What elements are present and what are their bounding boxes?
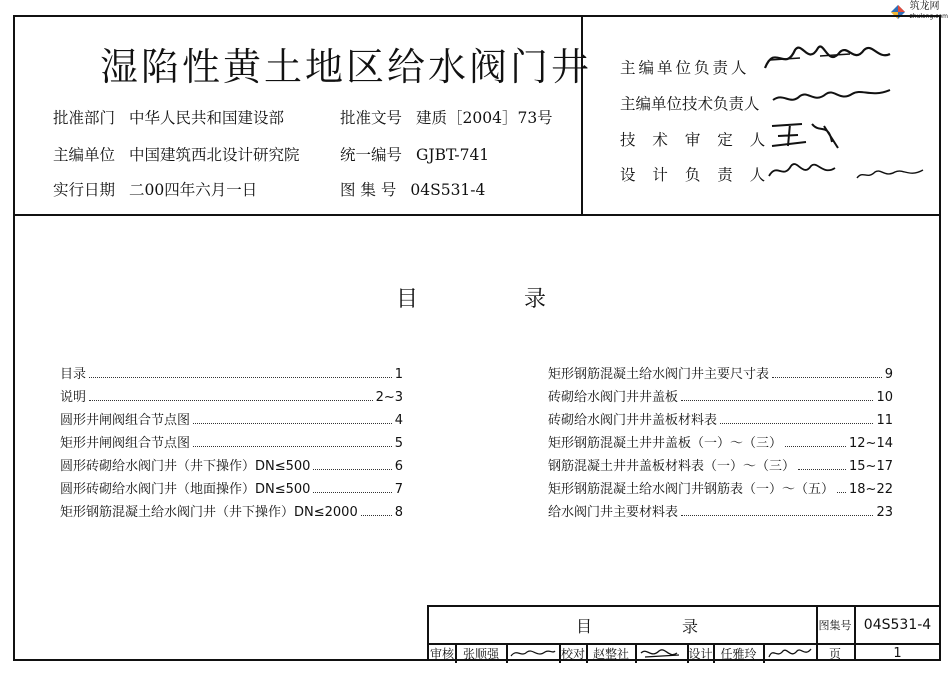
designer-signature	[767, 645, 813, 661]
meta-effective-date: 实行日期 二00四年六月一日	[53, 181, 258, 199]
title-block-title-left: 目	[575, 616, 592, 636]
atlas-no-value: 04S531-4	[863, 617, 932, 633]
signature-design-lead	[765, 156, 930, 186]
title-block	[427, 605, 941, 661]
meta-unified-no: 统一编号 GJBT-741	[340, 146, 490, 164]
signature-reviewer	[768, 118, 848, 152]
title-block-divider	[635, 643, 637, 663]
checker-name: 赵整社	[592, 646, 629, 661]
meta-approval-no: 批准文号 建质［2004］73号	[340, 109, 553, 127]
sig-role-reviewer: 技 术 审 定 人	[620, 131, 772, 149]
page-number: 1	[893, 645, 902, 661]
check-label: 校对	[560, 646, 585, 661]
toc-item[interactable]: 给水阀门井主要材料表 23	[548, 505, 893, 520]
title-block-divider	[763, 643, 765, 663]
sig-role-tech-chief: 主编单位技术负责人	[620, 95, 760, 113]
sig-role-chief: 主编单位负责人	[620, 59, 750, 77]
watermark-url: zhulong.com	[909, 13, 948, 20]
toc-item[interactable]: 目录 1	[60, 367, 403, 382]
design-label: 设计	[688, 646, 713, 661]
sig-role-design-lead: 设 计 负 责 人	[620, 166, 772, 184]
review-label: 审核	[429, 646, 454, 661]
toc-item[interactable]: 圆形砖砌给水阀门井（地面操作）DN≤500 7	[60, 482, 403, 497]
toc-item[interactable]: 矩形钢筋混凝土井井盖板（一）～（三） 12~14	[548, 436, 893, 451]
toc-item[interactable]: 钢筋混凝土井井盖板材料表（一）～（三） 15~17	[548, 459, 893, 474]
toc-item[interactable]: 砖砌给水阀门井井盖板材料表 11	[548, 413, 893, 428]
toc-item[interactable]: 砖砌给水阀门井井盖板 10	[548, 390, 893, 405]
meta-chief-unit: 主编单位 中国建筑西北设计研究院	[53, 146, 300, 164]
watermark-name: 筑龙网	[909, 1, 940, 12]
signature-tech-chief	[770, 84, 900, 110]
document-title: 湿陷性黄土地区给水阀门井	[100, 45, 593, 89]
meta-approval-dept: 批准部门 中华人民共和国建设部	[53, 109, 285, 127]
toc-item[interactable]: 矩形井闸阀组合节点图 5	[60, 436, 403, 451]
toc-heading-left: 目	[396, 287, 419, 312]
signature-chief	[760, 38, 910, 78]
title-block-divider	[506, 643, 508, 663]
toc-heading-right: 录	[524, 287, 547, 312]
checker-signature	[639, 645, 685, 661]
page-label: 页	[828, 646, 841, 661]
reviewer-signature	[509, 646, 557, 660]
header-divider	[13, 214, 941, 216]
reviewer-name: 张顺强	[462, 646, 499, 661]
atlas-no-label: 图集号	[818, 619, 852, 632]
toc-item[interactable]: 矩形钢筋混凝土给水阀门井（井下操作）DN≤2000 8	[60, 505, 403, 520]
toc-item[interactable]: 矩形钢筋混凝土给水阀门井钢筋表（一）～（五） 18~22	[548, 482, 893, 497]
meta-atlas-no: 图 集 号 04S531-4	[340, 181, 486, 199]
toc-item[interactable]: 圆形砖砌给水阀门井（井下操作）DN≤500 6	[60, 459, 403, 474]
toc-item[interactable]: 说明 2~3	[60, 390, 403, 405]
title-block-title-right: 录	[681, 616, 698, 636]
designer-name: 任雅玲	[720, 646, 757, 661]
toc-item[interactable]: 矩形钢筋混凝土给水阀门井主要尺寸表 9	[548, 367, 893, 382]
toc-item[interactable]: 圆形井闸阀组合节点图 4	[60, 413, 403, 428]
